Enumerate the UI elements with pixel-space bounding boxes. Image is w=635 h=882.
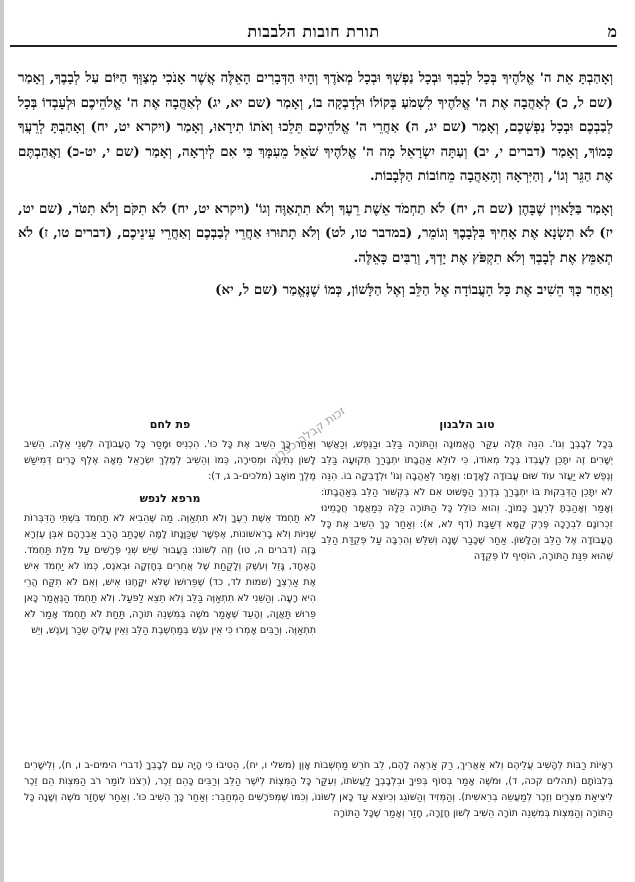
main-text <box>18 66 613 311</box>
page-edge-shadow <box>0 0 4 882</box>
commentary-left-column <box>24 417 316 645</box>
commentary-title-pat-lechem: פת לחם <box>149 418 191 431</box>
commentary-right-column <box>321 417 613 571</box>
commentary-left-top-text: וְאַחַר כָּךְ הֵשִׁיב אֶת כָּל כּוּ'. הִכְנִיס וּמָסַר כָּל הָעֲבוֹדָה לִשְׁנֵי אֵלֶּה. הֵשִׁיב לָשׁוֹן נְתִינָה וּמְסִירָה, כְּמוֹ וְהֵשִׁיב לְמֶלֶךְ יִשְׂרָאֵל מֵאָה אֶלֶף כָּרִים דְּמִישַׁשׁ מֶלֶךְ מוֹאָב (מלכים-ב ג, ד): <box>24 439 316 482</box>
page-header <box>10 8 617 47</box>
commentary-title-tov-halevanon: טוב הלבנון <box>439 418 495 431</box>
running-title: תורת חובות הלבבות <box>247 22 380 41</box>
commentary-bottom-text: רְאָיוֹת רַבּוֹת לְהָשִׁיב עֲלֵיהֶם וְלֹא אַאֲרִיךְ, רַק אַרְאֶה לָהֶם, לֵב חֹרֵשׁ מַחְשְׁבוֹת אָוֶן (משלי ו, יח), הֵטִיבוּ כִּי הָיָה עִם לְבָבְךָ (דברי הימים-ב ו, ח), וְלִישָׁרִים בְּלִבּוֹתָם (תהלים קכה, ד), וּמֹשֶׁה אָמַר בְּסוֹף בְּפִיךָ וּבִלְבָבְךָ לַעֲשֹׂתוֹ, וְעִקַּר כָּל הַמִּצְוֹת לְיֹשֶׁר הַלֵּב וְרַבִּים כָּהֵם זֵכֶר, (רְצֹנוֹ לוֹמַר רֹב הַמִּצְוֹת הֵם זֵכֶר לִיצִיאַת מִצְרַיִם וְזֵכֶר לְמַעֲשֵׂה בְרֵאשִׁית). וְהַמְּזִיד וְהַשּׁוֹגֵג וְכִיוֹצֵא עַד כָּאן לְשׁוֹנוֹ, וְכִמּוֹ שֶׁמְּפֹרָשִׁים הַמְחַבֵּר: וְאַחַר כָּךְ הֵשִׁיב כּוּ'. וְאַחַר שֶׁחָזַר מֹשֶׁה וְשָׁנָה כָּל הַתּוֹרָה וְהַמִּצְוֹת בְּמִשְׁנֵה תוֹרָה הֵשִׁיב לְשׁוֹן חֲזָרָה, חָזַר וְאָמַר שֶׁכָּל הַתּוֹרָה <box>24 760 613 819</box>
main-paragraph-2: וְאָמַר בַּלָּאוִין שֶׁבָּהֶן (שם ה, יח) לֹא תַחְמֹד אֵשֶׁת רֵעֶךָ וְלֹא תִתְאַוֶּה וְגוֹ' (ויקרא יט, יח) לֹא תִקֹּם וְלֹא תִטֹּר, (שם יט, יז) לֹא תִשְׂנָא אֶת אָחִיךָ בִּלְבָבֶךָ וְגוֹמֵר, (במדבר טו, לט) וְלֹא תָתוּרוּ אַחֲרֵי לְבַבְכֶם וְאַחֲרֵי עֵינֵיכֶם, (דברים טו, ז) לֹא תְאַמֵּץ אֶת לְבָבְךָ וְלֹא תִקְפֹּץ אֶת יָדְךָ, וְרַבִּים כָּאֵלֶּה. <box>18 200 613 266</box>
main-paragraph-3: וְאַחַר כָּךְ הֵשִׁיב אֶת כָּל הָעֲבוֹדָה אֶל הַלֵּב וְאֶל הַלָּשׁוֹן, כְּמוֹ שֶׁנֶּאֱמַר (שם ל, יא) <box>215 282 613 298</box>
main-paragraph-1: וְאָהַבְתָּ אֵת ה' אֱלֹהֶיךָ בְּכָל לְבָבְךָ וּבְכָל נַפְשְׁךָ וּבְכָל מְאֹדֶךָ וְהָיוּ הַדְּבָרִים הָאֵלֶּה אֲשֶׁר אָנֹכִי מְצַוְּךָ הַיּוֹם עַל לְבָבֶךָ, וְאָמַר (שם ל, כ) לְאַהֲבָה אֶת ה' אֱלֹהֶיךָ לִשְׁמֹעַ בְּקוֹלוֹ וּלְדָבְקָה בוֹ, וְאָמַר (שם יא, יג) לְאַהֲבָה אֶת ה' אֱלֹהֵיכֶם וּלְעָבְדוֹ בְּכָל לְבַבְכֶם וּבְכָל נַפְשְׁכֶם, וְאָמַר (שם יג, ה) אַחֲרֵי ה' אֱלֹהֵיכֶם תֵּלֵכוּ וְאֹתוֹ תִירָאוּ, וְאָמַר (ויקרא יט, יח) וְאָהַבְתָּ לְרֵעֲךָ כָּמוֹךָ, וְאָמַר (דברים י, יב) וְעַתָּה יִשְׂרָאֵל מָה ה' אֱלֹהֶיךָ שֹׁאֵל מֵעִמָּךְ כִּי אִם לְיִרְאָה, וְאָמַר (שם י, יט-כ) וַאֲהַבְתֶּם אֶת הַגֵּר וְגוֹ', וְהַיִּרְאָה וְהָאַהֲבָה מֵחוֹבוֹת הַלְּבָבוֹת. <box>18 70 613 184</box>
library-stamp: זכות קבלה כפרי <box>272 403 348 463</box>
commentary-continuation <box>24 758 613 822</box>
commentary-left-text: לֹא תַחְמֹד אֵשֶׁת רֵעֶךָ וְלֹא תִתְאַוֶּה. מַה שֶּׁהֵבִיא לֹא תַחְמֹד בִּשְׁתֵּי הַדִּבְּרוֹת שְׁנִיּוֹת וְלֹא בָרִאשׁוֹנוֹת, אֶפְשָׁר שֶׁכַּוָּנָתוֹ לָמָּה שֶׁכָּתַב הָרַב אַבְרָהָם אִבְּן עֶזְרָא בָּזֶה (דברים ה, טו) וְזֶה לְשׁוֹנוֹ: בַּעֲבוּר שֶׁיֵּשׁ שְׁנֵי פְּרָשִׁים עַל מִלַּת תַּחְמֹד. הָאֶחָד, גָּזֵל וְעֹשֶׁק וְלָקַחַת שֶׁל אֲחֵרִים בְּחָזְקָה וּבְאֹנֶס, כְּמוֹ לֹא יַחְמֹד אִישׁ אֶת אַרְצְךָ (שמות לד, כד) שֶׁפֵּרוּשׁוֹ שֶׁלֹּא יִקָּחֶנּוּ אִישׁ, וְאִם לֹא תִקַּח הֲרֵי הִיא רָעָה. וְהַשֵּׁנִי לֹא תִתְאַוֶּה בַּלֵּב וְלֹא תֵצֵא לַפֹּעַל. וְלֹא תַחְמֹד הַנֶּאֱמַר כָּאן פֵּרוּשׁ תַּאֲוָה, וְהָעֵד שֶׁאָמַר מֹשֶׁה בְּמִשְׁנֵה תוֹרָה, תַּחַת לֹא תַחְמֹד אָמַר לֹא תִתְאַוֶּה. וְרַבִּים אָמְרוּ כִּי אֵין עֹנֶשׁ בְּמַחְשֶׁבֶת הַלֵּב וְאֵין עָלֶיהָ שְׂכַר וָעֹנֶשׁ, וְיֵשׁ <box>24 513 316 636</box>
commentary-title-marpe-lanefesh: מרפא לנפש <box>139 492 201 505</box>
commentary-right-text: בְּכָל לְבָבְךָ וְגוֹ'. הִנֵּה תְּלָה עִקַּר הָאֱמוּנָה וְהַתּוֹרָה בַּלֵּב וּבַנֶּפֶשׁ, וְכַאֲשֶׁר יְשָׁרִים זֶה יִתָּכֵן לְעָבְדוֹ בְּכָל מְאוֹדוֹ, כִּי לוּלֵא אַהֲבָתוֹ יִתְבָּרַךְ תְּקוּעָה בַּלֵּב וְנֶפֶשׁ לֹא יַעֲזֹר עוֹד שׁוּם עֲבוֹדָה לָאָדָם: וְאָמַר לְאַהֲבָה וְגוֹ' וּלְדָבְקָה בוֹ. הִנֵּה לֹא יִתָּכֵן הַדְּבֵקוּת בּוֹ יִתְבָּרַךְ בְּדֶרֶךְ הַפָּשׁוּט אִם לֹא בְּקִשּׁוּר הַלֵּב בְּאַהֲבָתוֹ: וְאָמַר וְאָהַבְתָּ לְרֵעֲךָ כָּמוֹךָ. וְהוּא כּוֹלֵל כָּל הַתּוֹרָה כֻּלָּהּ כְּמַאֲמָר חֲכָמֵינוּ זִכְרוֹנָם לִבְרָכָה פֶּרֶק קַמָּא דְּשַׁבָּת (דף לא, א): וְאַחַר כָּךְ הֵשִׁיב אֶת כָּל הָעֲבוֹדָה אֶל הַלֵּב וְהַלָּשׁוֹן. אַחַר שֶׁכָּבַר שָׁנָה וְשִׁלֵּשׁ וְהִרְבָּה עַל פְּקֻדַּת הַלֵּב שֶׁהוּא פִּנַּת הַתּוֹרָה, הוֹסִיף לוֹ פְּקֻדָּה <box>321 439 613 562</box>
page-number: מ <box>607 22 617 41</box>
